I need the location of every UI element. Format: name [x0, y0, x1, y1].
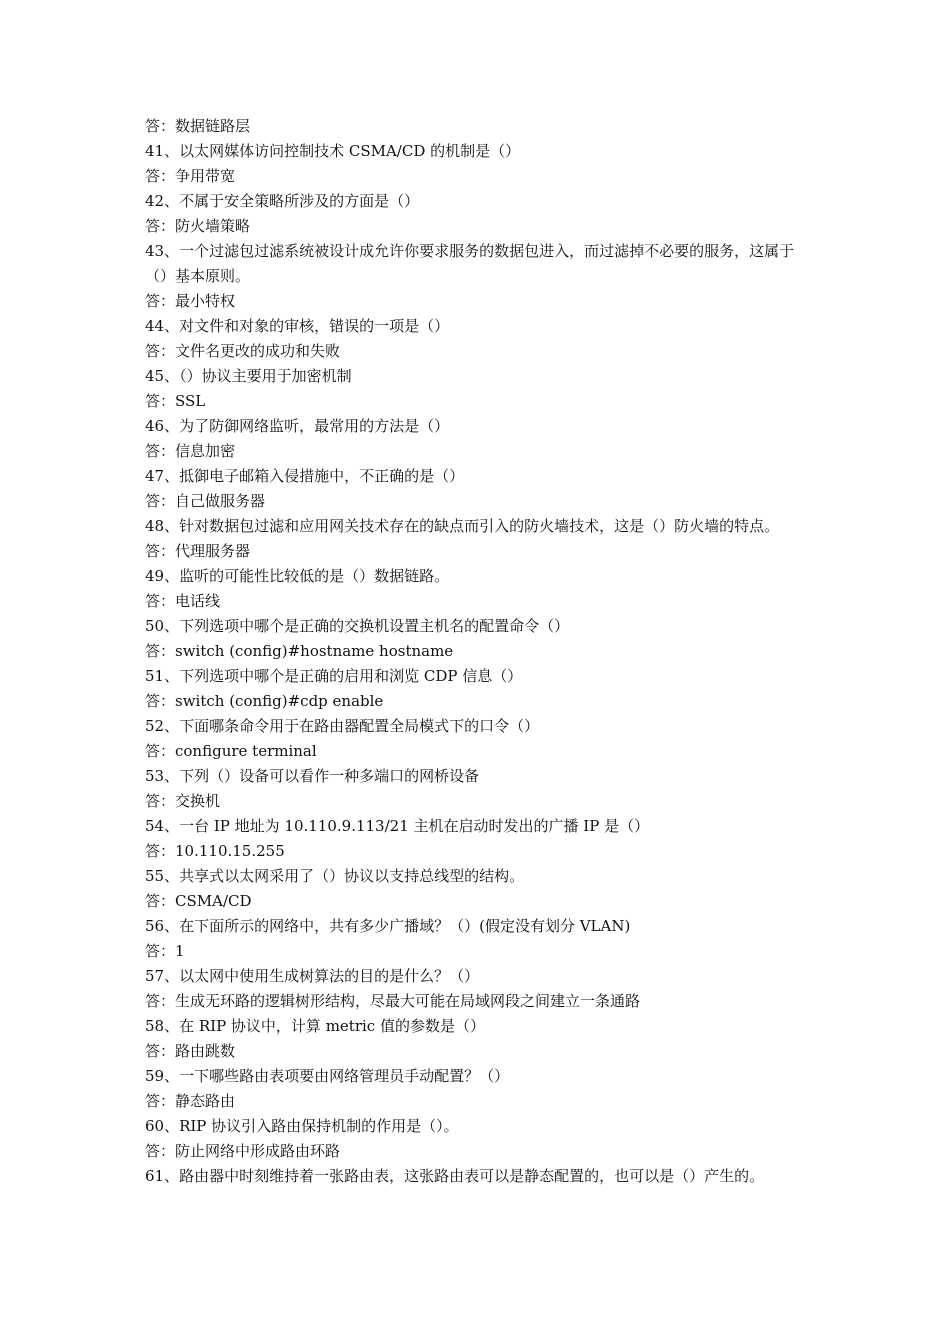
- answer-line: 答：生成无环路的逻辑树形结构，尽最大可能在局域网段之间建立一条通路: [145, 992, 641, 1010]
- question-line: 44、对文件和对象的审核，错误的一项是（）: [145, 317, 450, 335]
- question-line: 47、抵御电子邮箱入侵措施中，不正确的是（）: [145, 467, 465, 485]
- answer-line: 答：争用带宽: [145, 167, 236, 185]
- answer-line: 答：信息加密: [145, 442, 236, 460]
- question-line: 48、针对数据包过滤和应用网关技术存在的缺点而引入的防火墙技术，这是（）防火墙的特点。: [145, 517, 780, 535]
- answer-line: 答：10.110.15.255: [145, 842, 285, 860]
- question-line: 51、下列选项中哪个是正确的启用和浏览 CDP 信息（）: [145, 667, 523, 685]
- question-line: 43、一个过滤包过滤系统被设计成允许你要求服务的数据包进入，而过滤掉不必要的服务，这属于（）基本原则。: [145, 242, 795, 285]
- question-line: 56、在下面所示的网络中，共有多少广播域？（）(假定没有划分 VLAN): [145, 917, 631, 935]
- answer-line: 答：静态路由: [145, 1092, 236, 1110]
- answer-line: 答：防火墙策略: [145, 217, 251, 235]
- answer-line: 答：switch (config)#hostname hostname: [145, 642, 454, 660]
- question-line: 60、RIP 协议引入路由保持机制的作用是（）。: [145, 1117, 459, 1135]
- answer-line: 答：SSL: [145, 392, 206, 410]
- answer-line: 答：configure terminal: [145, 742, 317, 760]
- question-line: 54、一台 IP 地址为 10.110.9.113/21 主机在启动时发出的广播 IP 是（）: [145, 817, 650, 835]
- question-line: 50、下列选项中哪个是正确的交换机设置主机名的配置命令（）: [145, 617, 570, 635]
- question-line: 46、为了防御网络监听，最常用的方法是（）: [145, 417, 450, 435]
- question-line: 41、以太网媒体访问控制技术 CSMA/CD 的机制是（）: [145, 142, 521, 160]
- question-line: 59、一下哪些路由表项要由网络管理员手动配置？（）: [145, 1067, 510, 1085]
- question-line: 57、以太网中使用生成树算法的目的是什么？（）: [145, 967, 480, 985]
- question-line: 53、下列（）设备可以看作一种多端口的网桥设备: [145, 767, 480, 785]
- answer-line: 答：1: [145, 942, 185, 960]
- question-line: 49、监听的可能性比较低的是（）数据链路。: [145, 567, 450, 585]
- question-line: 45、（）协议主要用于加密机制: [145, 367, 352, 385]
- question-line: 55、共享式以太网采用了（）协议以支持总线型的结构。: [145, 867, 525, 885]
- answer-line: 答：交换机: [145, 792, 221, 810]
- question-line: 52、下面哪条命令用于在路由器配置全局模式下的口令（）: [145, 717, 540, 735]
- question-line: 61、路由器中时刻维持着一张路由表，这张路由表可以是静态配置的，也可以是（）产生的。: [145, 1167, 765, 1185]
- question-line: 42、不属于安全策略所涉及的方面是（）: [145, 192, 420, 210]
- answer-line: 答：最小特权: [145, 292, 236, 310]
- answer-line: 答：CSMA/CD: [145, 892, 252, 910]
- answer-line: 答：文件名更改的成功和失败: [145, 342, 341, 360]
- answer-line: 答：数据链路层: [145, 117, 251, 135]
- answer-line: 答：自己做服务器: [145, 492, 266, 510]
- answer-line: 答：路由跳数: [145, 1042, 236, 1060]
- answer-line: 答：switch (config)#cdp enable: [145, 692, 384, 710]
- document-body: [145, 114, 815, 1189]
- question-line: 58、在 RIP 协议中，计算 metric 值的参数是（）: [145, 1017, 485, 1035]
- answer-line: 答：电话线: [145, 592, 221, 610]
- answer-line: 答：代理服务器: [145, 542, 251, 560]
- answer-line: 答：防止网络中形成路由环路: [145, 1142, 341, 1160]
